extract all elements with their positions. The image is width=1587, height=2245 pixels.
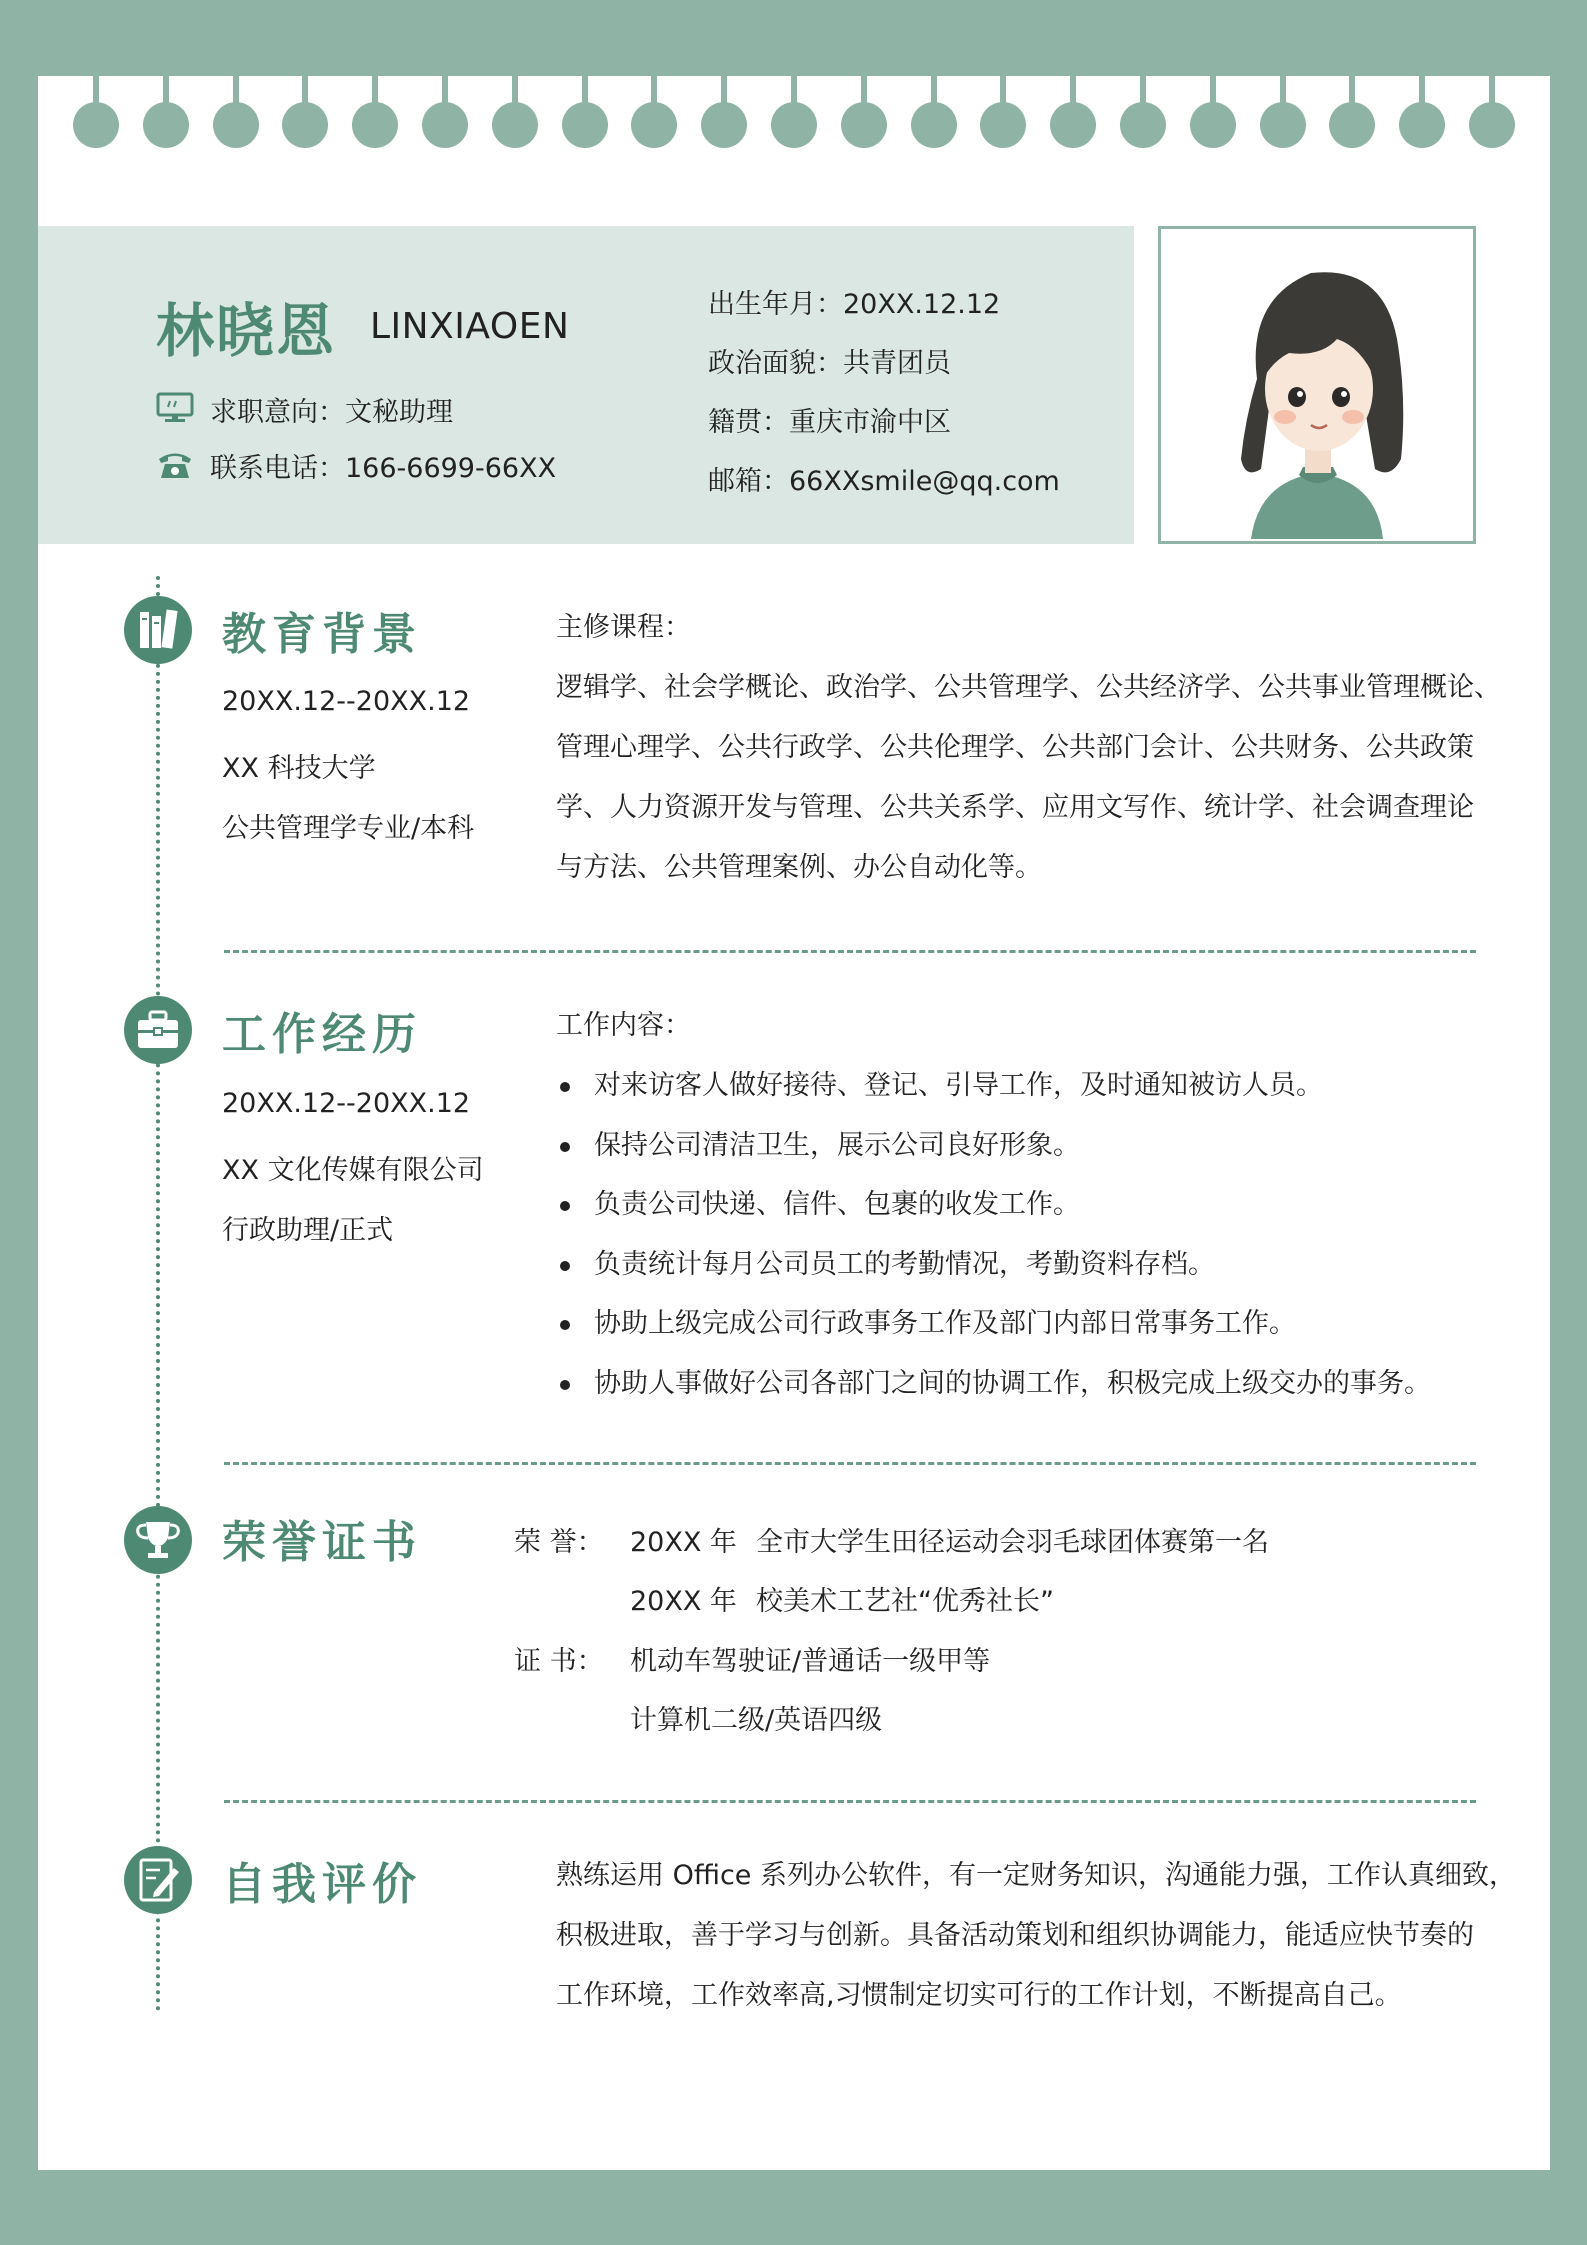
email: [708, 459, 1060, 498]
binder-ring: [1120, 102, 1166, 148]
work-content-label: 工作内容：: [556, 1010, 691, 1041]
self-eval-text: [556, 1846, 1516, 2026]
job-intent: [210, 390, 453, 429]
binder-ring: [1469, 102, 1515, 148]
timeline-line: [156, 576, 160, 2012]
binder-ring: [701, 102, 747, 148]
courses-line: 管理心理学、公共行政学、公共伦理学、公共部门会计、公共财务、公共政策: [556, 732, 1474, 763]
work-position: 行政助理/正式: [222, 1215, 394, 1246]
certificate-label: 证 书：: [514, 1646, 604, 1677]
binder-ring: [352, 102, 398, 148]
job-intent-value: 文秘助理: [345, 397, 453, 428]
phone-value: 166-6699-66XX: [345, 453, 557, 484]
binder-ring: [213, 102, 259, 148]
section-divider: [224, 950, 1476, 953]
briefcase-icon: [124, 996, 192, 1064]
binder-ring: [980, 102, 1026, 148]
courses-line: 学、人力资源开发与管理、公共关系学、应用文写作、统计学、社会调查理论: [556, 792, 1474, 823]
phone-label: 联系电话：: [210, 453, 345, 484]
self-eval-line: 熟练运用 Office 系列办公软件，有一定财务知识，沟通能力强，工作认真细致，: [556, 1860, 1516, 1891]
work-company: XX 文化传媒有限公司: [222, 1155, 484, 1186]
duty-item: 协助人事做好公司各部门之间的协调工作，积极完成上级交办的事务。: [556, 1354, 1476, 1414]
section-divider: [224, 1800, 1476, 1803]
duty-item: 对来访客人做好接待、登记、引导工作，及时通知被访人员。: [556, 1056, 1476, 1116]
binder-ring: [911, 102, 957, 148]
avatar-illustration: [1161, 229, 1473, 541]
education-school: XX 科技大学: [222, 753, 376, 784]
self-eval-line: 积极进取，善于学习与创新。具备活动策划和组织协调能力，能适应快节奏的: [556, 1920, 1474, 1951]
binder-ring: [562, 102, 608, 148]
email-label: 邮箱：: [708, 466, 789, 497]
monitor-icon: [156, 392, 194, 424]
binder-ring: [1329, 102, 1375, 148]
education-courses: [556, 598, 1501, 898]
honor-text: 全市大学生田径运动会羽毛球团体赛第一名: [756, 1527, 1269, 1558]
honor-year: 20XX 年: [630, 1586, 737, 1617]
binder-ring: [422, 102, 468, 148]
duty-list: [556, 1056, 1476, 1413]
profile-photo-frame: [1158, 226, 1476, 544]
education-major: 公共管理学专业/本科: [222, 813, 475, 844]
duty-item: 负责统计每月公司员工的考勤情况，考勤资料存档。: [556, 1235, 1476, 1295]
binder-ring: [771, 102, 817, 148]
email-value: 66XXsmile@qq.com: [789, 466, 1060, 497]
binder-ring: [1260, 102, 1306, 148]
hometown-label: 籍贯：: [708, 407, 789, 438]
binder-ring: [282, 102, 328, 148]
binder-ring: [143, 102, 189, 148]
binder-ring: [73, 102, 119, 148]
birth-value: 20XX.12.12: [843, 289, 1001, 320]
birth: [708, 282, 1000, 321]
name-english: LINXIAOEN: [370, 306, 570, 347]
binder-ring: [631, 102, 677, 148]
work-content: [556, 996, 1476, 1413]
work-period: 20XX.12--20XX.12: [222, 1088, 471, 1119]
honors-title: 荣誉证书: [222, 1517, 422, 1568]
politics-value: 共青团员: [843, 348, 951, 379]
edit-note-icon: [124, 1846, 192, 1914]
binder-ring: [1190, 102, 1236, 148]
courses-line: 与方法、公共管理案例、办公自动化等。: [556, 852, 1042, 883]
certificate-item: 机动车驾驶证/普通话一级甲等: [630, 1646, 991, 1677]
phone: [210, 446, 556, 485]
binder-ring: [841, 102, 887, 148]
hometown: [708, 400, 951, 439]
self-eval-title: 自我评价: [222, 1859, 422, 1910]
education-title: 教育背景: [222, 609, 422, 660]
work-title: 工作经历: [222, 1009, 422, 1060]
binder-ring: [1050, 102, 1096, 148]
politics-label: 政治面貌：: [708, 348, 843, 379]
books-icon: [124, 596, 192, 664]
courses-line: 逻辑学、社会学概论、政治学、公共管理学、公共经济学、公共事业管理概论、: [556, 672, 1501, 703]
binder-ring: [492, 102, 538, 148]
resume-sheet: [38, 76, 1550, 2170]
birth-label: 出生年月：: [708, 289, 843, 320]
duty-item: 保持公司清洁卫生，展示公司良好形象。: [556, 1116, 1476, 1176]
education-period: 20XX.12--20XX.12: [222, 686, 471, 717]
trophy-icon: [124, 1506, 192, 1574]
duty-item: 协助上级完成公司行政事务工作及部门内部日常事务工作。: [556, 1294, 1476, 1354]
politics: [708, 341, 951, 380]
telephone-icon: [156, 448, 194, 480]
honor-year: 20XX 年: [630, 1527, 737, 1558]
honor-text: 校美术工艺社“优秀社长”: [756, 1586, 1054, 1617]
job-intent-label: 求职意向：: [210, 397, 345, 428]
binder-ring: [1399, 102, 1445, 148]
binder-rings: [38, 76, 1550, 196]
duty-item: 负责公司快递、信件、包裹的收发工作。: [556, 1175, 1476, 1235]
self-eval-line: 工作环境，工作效率高,习惯制定切实可行的工作计划，不断提高自己。: [556, 1980, 1402, 2011]
honor-label: 荣 誉：: [514, 1527, 604, 1558]
section-divider: [224, 1462, 1476, 1465]
certificate-item: 计算机二级/英语四级: [630, 1705, 883, 1736]
hometown-value: 重庆市渝中区: [789, 407, 951, 438]
courses-label: 主修课程：: [556, 612, 691, 643]
name-chinese: 林晓恩: [156, 297, 337, 365]
